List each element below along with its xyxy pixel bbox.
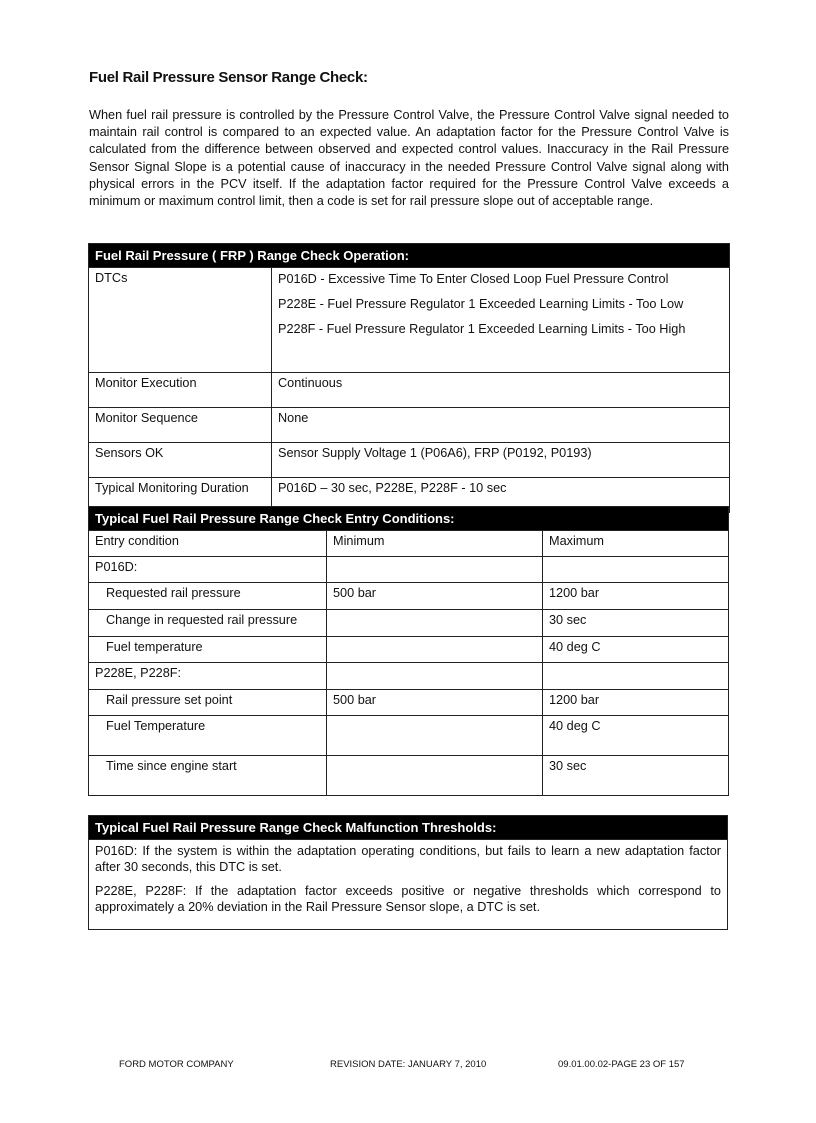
maximum-cell: 40 deg C <box>543 637 729 663</box>
dtc-item: P228E - Fuel Pressure Regulator 1 Exceeded Learning Limits - Too Low <box>278 297 684 311</box>
column-header-row <box>89 531 729 557</box>
footer-revision-date: REVISION DATE: JANUARY 7, 2010 <box>330 1059 487 1070</box>
row-value: P016D – 30 sec, P228E, P228F - 10 sec <box>272 478 730 513</box>
table-row <box>89 583 729 610</box>
table-row <box>89 373 730 408</box>
dtc-item: P228F - Fuel Pressure Regulator 1 Exceeded Learning Limits - Too High <box>278 322 686 336</box>
condition-cell: Fuel Temperature <box>89 716 327 756</box>
malfunction-item: P228E, P228F: If the adaptation factor exceeds positive or negative thresholds which correspond to approximately a 20% deviation in the Rail Pressure Sensor slope, a DTC is set. <box>95 883 721 915</box>
condition-cell: P228E, P228F: <box>89 663 327 690</box>
column-header: Maximum <box>543 531 729 557</box>
maximum-cell <box>543 663 729 690</box>
table-row <box>89 557 729 583</box>
entry-conditions-table <box>88 506 729 796</box>
table-row <box>89 716 729 756</box>
minimum-cell: 500 bar <box>327 690 543 716</box>
maximum-cell: 1200 bar <box>543 690 729 716</box>
maximum-cell: 30 sec <box>543 610 729 637</box>
condition-cell: Fuel temperature <box>89 637 327 663</box>
maximum-cell: 40 deg C <box>543 716 729 756</box>
table-row <box>89 840 728 930</box>
table-row <box>89 610 729 637</box>
dtc-list <box>272 268 730 373</box>
row-label: Monitor Execution <box>89 373 272 408</box>
malfunction-thresholds-table <box>88 815 728 930</box>
operation-table-header: Fuel Rail Pressure ( FRP ) Range Check Operation: <box>89 244 730 268</box>
row-value: None <box>272 408 730 443</box>
table-row <box>89 663 729 690</box>
column-header: Minimum <box>327 531 543 557</box>
minimum-cell <box>327 557 543 583</box>
table-row <box>89 443 730 478</box>
minimum-cell <box>327 756 543 796</box>
maximum-cell: 30 sec <box>543 756 729 796</box>
malfunction-table-header: Typical Fuel Rail Pressure Range Check Malfunction Thresholds: <box>89 816 728 840</box>
entry-table-header: Typical Fuel Rail Pressure Range Check Entry Conditions: <box>89 507 729 531</box>
table-row <box>89 268 730 373</box>
column-header: Entry condition <box>89 531 327 557</box>
minimum-cell <box>327 663 543 690</box>
table-row <box>89 690 729 716</box>
table-row <box>89 637 729 663</box>
malfunction-body <box>89 840 728 930</box>
maximum-cell <box>543 557 729 583</box>
minimum-cell <box>327 716 543 756</box>
condition-cell: P016D: <box>89 557 327 583</box>
condition-cell: Change in requested rail pressure <box>89 610 327 637</box>
minimum-cell <box>327 610 543 637</box>
row-label: Monitor Sequence <box>89 408 272 443</box>
condition-cell: Requested rail pressure <box>89 583 327 610</box>
footer-company: FORD MOTOR COMPANY <box>119 1059 234 1070</box>
table-row <box>89 756 729 796</box>
row-label: Sensors OK <box>89 443 272 478</box>
malfunction-item: P016D: If the system is within the adaptation operating conditions, but fails to learn a new adaptation factor after 30 seconds, this DTC is set. <box>95 844 721 875</box>
table-row <box>89 408 730 443</box>
row-label: DTCs <box>89 268 272 373</box>
condition-cell: Rail pressure set point <box>89 690 327 716</box>
row-value: Continuous <box>272 373 730 408</box>
minimum-cell <box>327 637 543 663</box>
minimum-cell: 500 bar <box>327 583 543 610</box>
maximum-cell: 1200 bar <box>543 583 729 610</box>
dtc-item: P016D - Excessive Time To Enter Closed Loop Fuel Pressure Control <box>278 272 669 286</box>
section-title: Fuel Rail Pressure Sensor Range Check: <box>89 69 368 86</box>
condition-cell: Time since engine start <box>89 756 327 796</box>
operation-table <box>88 243 730 513</box>
footer-page-number: 09.01.00.02-PAGE 23 OF 157 <box>558 1059 685 1070</box>
intro-paragraph: When fuel rail pressure is controlled by the Pressure Control Valve, the Pressure Control Valve signal needed to maintain rail control is compared to an expected value. An adaptation factor for the Pressure Control Valve is calculated from the difference between observed and expected control values. Inaccuracy in the Rail Pressure Sensor Signal Slope is a potential cause of inaccuracy in the needed Pressure Control Valve signal along with physical errors in the PCV itself. If the adaptation factor required for the Pressure Control Valve exceeds a minimum or maximum control limit, then a code is set for rail pressure slope out of acceptable range. <box>89 108 729 209</box>
row-label: Typical Monitoring Duration <box>89 478 272 513</box>
row-value: Sensor Supply Voltage 1 (P06A6), FRP (P0192, P0193) <box>272 443 730 478</box>
